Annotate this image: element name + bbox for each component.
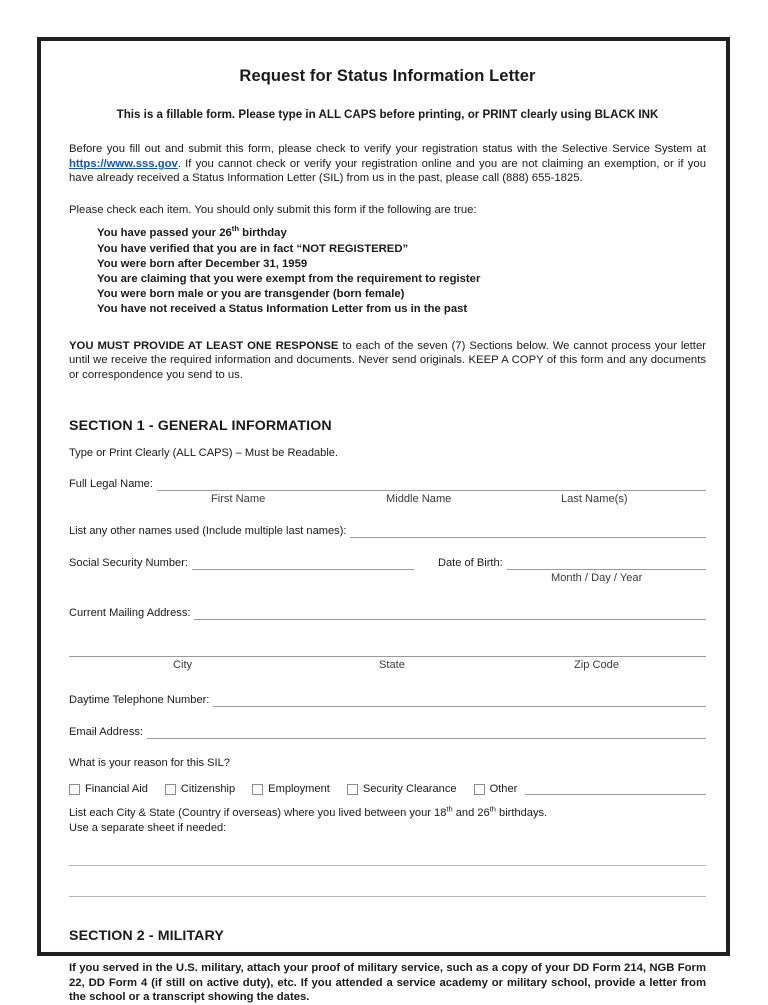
dob-caption-row xyxy=(69,572,706,588)
document-content xyxy=(69,41,706,1005)
intro-paragraph xyxy=(69,142,706,186)
reason-question-label: What is your reason for this SIL? xyxy=(69,757,230,770)
phone-input[interactable] xyxy=(213,695,706,707)
dob-format-caption: Month / Day / Year xyxy=(551,572,643,585)
full-legal-name-label: Full Legal Name: xyxy=(69,478,153,491)
checkbox-icon[interactable] xyxy=(69,784,80,795)
intro-text-before-link: Before you fill out and submit this form, please check to verify your registration status with the Selective Service System at xyxy=(69,143,706,155)
checklist-lead-text: Please check each item. You should only submit this form if the following are true: xyxy=(69,203,477,216)
checkbox-citizenship[interactable] xyxy=(165,783,235,795)
checkbox-icon[interactable] xyxy=(347,784,358,795)
list-item: You have verified that you are in fact “NOT REGISTERED” xyxy=(97,242,409,255)
list-item-text: You have passed your 26 xyxy=(97,227,232,240)
middle-name-caption: Middle Name xyxy=(386,493,452,506)
other-reason-input[interactable] xyxy=(525,784,706,795)
ordinal-suffix: th xyxy=(446,804,453,814)
state-caption: State xyxy=(379,659,405,672)
warning-body: to each of the seven (7) Sections below. We cannot process your letter until we receive the required information and documents. Never send originals. KEEP A COPY of this form and any documents or correspondence you send to us. xyxy=(69,339,706,381)
residence-note-text-a: List each City & State (Country if overseas) where you lived between your 18 xyxy=(69,807,447,820)
residence-note-text-b: and 26 xyxy=(452,807,490,820)
section-1-subheading: Type or Print Clearly (ALL CAPS) – Must be Readable. xyxy=(69,447,339,460)
dob-label: Date of Birth: xyxy=(438,557,503,570)
phone-label: Daytime Telephone Number: xyxy=(69,694,210,707)
checkbox-label: Citizenship xyxy=(180,783,236,796)
last-name-caption: Last Name(s) xyxy=(561,493,628,506)
checkbox-label: Financial Aid xyxy=(85,783,148,796)
list-item: You were born after December 31, 1959 xyxy=(97,257,308,270)
mailing-address-label: Current Mailing Address: xyxy=(69,607,191,620)
checkbox-security-clearance[interactable] xyxy=(347,783,457,795)
checkbox-icon[interactable] xyxy=(474,784,485,795)
document-page xyxy=(37,37,730,1004)
address-column-captions xyxy=(69,659,706,675)
dob-input[interactable] xyxy=(507,558,706,570)
other-names-row xyxy=(69,525,706,538)
mailing-address-input[interactable] xyxy=(194,608,706,620)
first-name-caption: First Name xyxy=(211,493,266,506)
section-1-heading: SECTION 1 - GENERAL INFORMATION xyxy=(69,418,332,435)
phone-row xyxy=(69,694,706,707)
email-label: Email Address: xyxy=(69,726,143,739)
other-names-input[interactable] xyxy=(350,526,706,538)
other-names-label: List any other names used (Include multiple last names): xyxy=(69,525,347,538)
ssn-dob-row xyxy=(69,557,706,570)
name-column-captions xyxy=(69,493,706,509)
checkbox-employment[interactable] xyxy=(252,783,330,795)
checkbox-icon[interactable] xyxy=(252,784,263,795)
checkbox-financial-aid[interactable] xyxy=(69,783,148,795)
list-item-text-tail: birthday xyxy=(239,227,287,240)
intro-text-after-link: . If you cannot check or verify your registration online and you are not claiming an exemption, or if you have already received a Status Information Letter (SIL) from us in the past, please call (888) 655-1825. xyxy=(69,157,706,185)
page-title: Request for Status Information Letter xyxy=(239,67,536,85)
checkbox-other[interactable] xyxy=(474,783,518,795)
residence-answer-line-2[interactable] xyxy=(69,896,706,897)
section-2-heading: SECTION 2 - MILITARY xyxy=(69,928,224,945)
full-legal-name-input[interactable] xyxy=(157,479,706,491)
ssn-input[interactable] xyxy=(192,558,414,570)
residence-note-text-c: birthdays. xyxy=(495,807,548,820)
list-item: You have not received a Status Information Letter from us in the past xyxy=(97,303,468,316)
sss-website-link[interactable]: https://www.sss.gov xyxy=(69,157,178,170)
mandatory-response-warning xyxy=(69,339,706,383)
email-row xyxy=(69,726,706,739)
list-item xyxy=(97,226,706,241)
list-item: You are claiming that you were exempt from the requirement to register xyxy=(97,272,481,285)
list-item: You were born male or you are transgender (born female) xyxy=(97,288,405,301)
ordinal-suffix: th xyxy=(231,224,240,234)
city-state-zip-input[interactable] xyxy=(69,645,706,657)
ssn-label: Social Security Number: xyxy=(69,557,188,570)
checkbox-label: Security Clearance xyxy=(362,783,457,796)
mailing-address-row xyxy=(69,607,706,620)
city-caption: City xyxy=(173,659,193,672)
reason-checkbox-group xyxy=(69,783,706,795)
ordinal-suffix: th xyxy=(489,804,496,814)
zip-code-caption: Zip Code xyxy=(574,659,620,672)
email-input[interactable] xyxy=(147,727,706,739)
residence-answer-line-1[interactable] xyxy=(69,865,706,866)
city-state-zip-row xyxy=(69,645,706,657)
warning-bold-lead: YOU MUST PROVIDE AT LEAST ONE RESPONSE xyxy=(69,339,339,352)
checkbox-icon[interactable] xyxy=(165,784,176,795)
checkbox-label: Other xyxy=(489,783,518,796)
form-instruction-subtitle: This is a fillable form. Please type in ALL CAPS before printing, or PRINT clearly using BLACK INK xyxy=(116,108,659,121)
residence-history-note xyxy=(69,806,706,835)
section-2-body: If you served in the U.S. military, attach your proof of military service, such as a copy of your DD Form 214, NGB Form 22, DD Form 4 (if still on active duty), etc. If you attended a service academy or military school, provide a letter from the school or a transcript showing the dates. xyxy=(69,962,706,1004)
residence-note-line-2: Use a separate sheet if needed: xyxy=(69,821,227,834)
full-legal-name-row xyxy=(69,478,706,491)
checkbox-label: Employment xyxy=(268,783,330,796)
eligibility-checklist xyxy=(69,226,706,317)
residence-note-line-1 xyxy=(69,806,706,820)
